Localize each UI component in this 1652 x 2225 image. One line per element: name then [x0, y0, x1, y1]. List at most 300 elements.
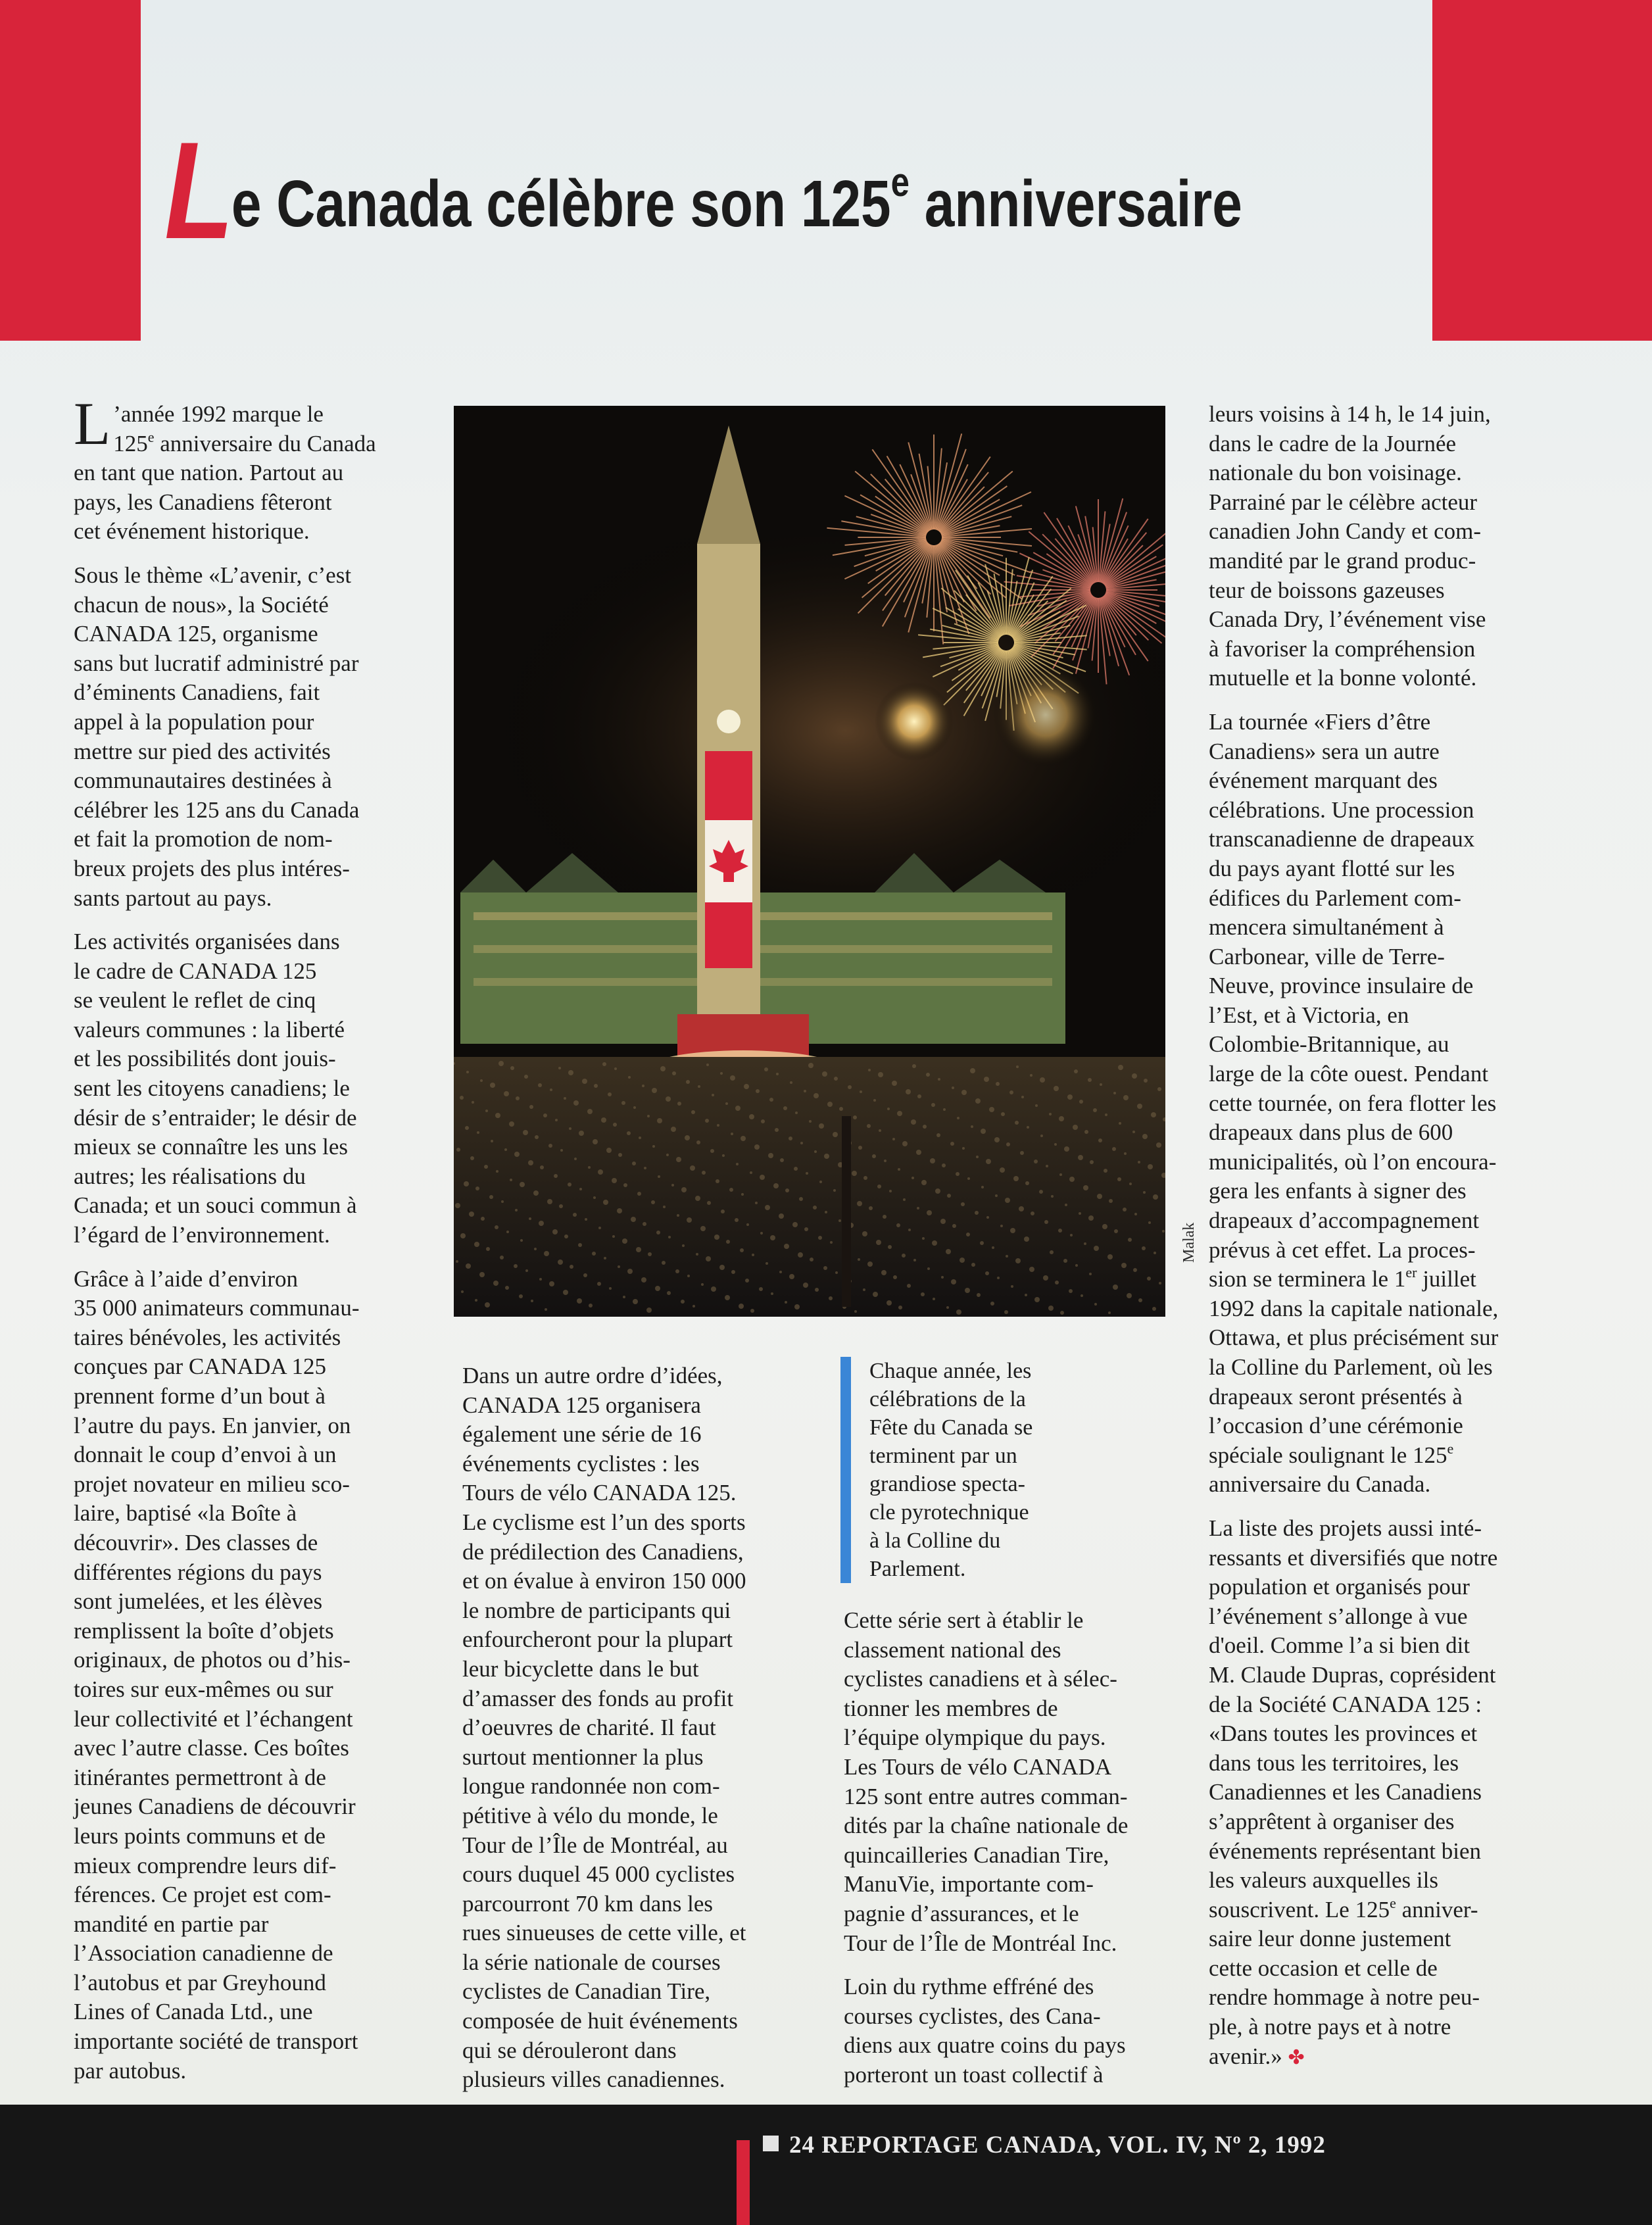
crowd-speck — [646, 1308, 652, 1313]
crowd-speck — [1132, 1073, 1137, 1079]
crowd-speck — [824, 1154, 829, 1159]
crowd-speck — [555, 1119, 558, 1121]
paragraph: Cette série sert à établir le classement national des cyclistes canadiens et à sélec- tionner les membres de l’équipe olympique du pays. Les Tours de vélo CANADA 125 sont entre autres comman- dités par la chaîne nationale de quincailleries Canadian Tire, ManuVie, importante com- pagnie d’assurances, et le Tour de l’Île de Montréal Inc. — [844, 1607, 1129, 1956]
crowd-speck — [644, 1167, 646, 1169]
crowd-speck — [863, 1176, 867, 1180]
footer-red-mark — [737, 2140, 750, 2225]
crowd-speck — [765, 1262, 768, 1265]
crowd-speck — [947, 1194, 951, 1198]
crowd-speck — [876, 1240, 881, 1245]
paragraph: L ’année 1992 marque le 125e anniversaire du Canada en tant que nation. Partout au pays, les Canadiens fêteront cet événement historique. — [74, 390, 376, 545]
crowd-speck — [1100, 1083, 1102, 1086]
crowd-speck — [735, 1106, 741, 1111]
crowd-speck — [799, 1197, 803, 1201]
crowd-speck — [460, 1096, 464, 1100]
crowd-speck — [475, 1299, 477, 1302]
crowd-speck — [1107, 1254, 1113, 1259]
crowd-speck — [495, 1113, 500, 1118]
crowd-speck — [989, 1107, 994, 1112]
crowd-speck — [981, 1129, 986, 1134]
crowd-speck — [912, 1064, 916, 1068]
crowd-speck — [773, 1183, 779, 1188]
crowd-speck — [1138, 1161, 1140, 1163]
crowd-speck — [1034, 1297, 1040, 1302]
crowd-speck — [725, 1295, 730, 1300]
crowd-speck — [950, 1142, 954, 1146]
crowd-speck — [803, 1283, 808, 1288]
crowd-speck — [466, 1263, 471, 1269]
crowd-speck — [552, 1229, 558, 1235]
crowd-speck — [574, 1158, 577, 1160]
crowd-speck — [921, 1292, 925, 1296]
crowd-speck — [598, 1169, 603, 1175]
crowd-speck — [719, 1265, 725, 1270]
paragraph: Dans un autre ordre d’idées, CANADA 125 organisera également une série de 16 événements cyclistes : les Tours de vélo CANADA 125. Le cyclisme est l’un des sports de prédilection des Canadiens, et on évalue à environ 150 000 le nombre de participants qui enfourcheront pour la plupart leur bicyclette dans le but d’amasser des fonds au profit d’oeuvres de charité. Il faut surtout mentionner la plus longue randonnée non com- pétitive à vélo du monde, le Tour de l’Île de Montréal, au cours duquel 45 000 cyclistes parcourront 70 km dans les rues sinueuses de cette ville, et la série nationale de courses cyclistes de Canadian Tire, composée de huit événements qui se dérouleront dans plusieurs villes canadiennes. — [462, 1363, 746, 2093]
crowd-speck — [633, 1106, 636, 1109]
paragraph: La tournée «Fiers d’être Canadiens» sera un autre événement marquant des célébrations. Une procession transcanadienne de drapeaux du pays ayant flotté sur les édifices du Parlement com- mencera simultanément à Carbonear, ville de Terre- Neuve, province insulaire de l’Est, et à Victoria, en Colombie-Britannique, au large de la côte ouest. Pendant cette tournée, on fera flotter les drapeaux dans plus de 600 municipalités, où l’on encoura- gera les enfants à signer des drapeaux d’accompagnement prévus à cet effet. La proces- sion se terminera le 1er juillet 1992 dans la capitale nationale, Ottawa, et plus précisément sur la Colline du Parlement, où les drapeaux seront présentés à l’occasion d’une cérémonie spéciale soulignant le 125e anniversaire du Canada. — [1209, 708, 1499, 1498]
crowd-speck — [755, 1202, 758, 1204]
crowd-speck — [675, 1269, 679, 1273]
crowd-speck — [696, 1140, 700, 1144]
crowd-speck — [613, 1123, 617, 1127]
crowd-speck — [668, 1236, 671, 1238]
crowd-speck — [739, 1304, 744, 1309]
crowd-speck — [501, 1200, 504, 1203]
crowd-speck — [970, 1068, 975, 1073]
square-bullet-icon — [763, 2136, 779, 2151]
crowd-speck — [1090, 1160, 1094, 1164]
crowd-speck — [906, 1089, 911, 1094]
crowd-speck — [707, 1201, 711, 1205]
crowd-speck — [1065, 1204, 1067, 1206]
crowd-speck — [676, 1157, 681, 1162]
crowd-speck — [717, 1124, 719, 1127]
crowd-speck — [1009, 1090, 1013, 1094]
crowd-speck — [1123, 1095, 1129, 1100]
crowd-speck — [852, 1171, 857, 1176]
crowd-speck — [614, 1067, 617, 1070]
crowd-speck — [1016, 1065, 1019, 1068]
crowd-speck — [966, 1233, 970, 1236]
crowd-speck — [588, 1166, 591, 1169]
crowd-speck — [961, 1202, 965, 1206]
title-initial: L — [164, 113, 234, 268]
crowd-speck — [994, 1137, 1000, 1142]
crowd-speck — [804, 1090, 806, 1092]
crowd-speck — [534, 1248, 537, 1250]
crowd-speck — [1079, 1212, 1081, 1215]
crowd-speck — [559, 1204, 563, 1208]
crowd-speck — [495, 1225, 498, 1229]
crowd-speck — [485, 1302, 490, 1308]
crowd-speck — [1029, 1267, 1034, 1272]
crowd-speck — [867, 1124, 871, 1128]
crowd-speck — [1147, 1277, 1151, 1281]
crowd-speck — [711, 1286, 716, 1292]
crowd-speck — [1063, 1259, 1067, 1263]
crowd-speck — [569, 1127, 571, 1130]
crowd-speck — [977, 1293, 981, 1297]
crowd-speck — [470, 1156, 474, 1160]
crowd-speck — [500, 1256, 504, 1259]
crowd-speck — [887, 1300, 892, 1306]
crowd-speck — [481, 1217, 485, 1221]
folio-text: 24 REPORTAGE CANADA, VOL. IV, Nº 2, 1992 — [789, 2132, 1326, 2159]
crowd-speck — [789, 1137, 792, 1140]
crowd-speck — [583, 1273, 587, 1277]
crowd-speck — [922, 1237, 925, 1240]
crowd-speck — [800, 1142, 803, 1144]
crowd-speck — [1069, 1289, 1073, 1293]
crowd-speck — [938, 1078, 940, 1081]
crowd-speck — [456, 1260, 458, 1263]
crowd-speck — [662, 1261, 666, 1265]
crowd-speck — [878, 1072, 883, 1077]
crowd-speck — [881, 1270, 887, 1275]
crowd-speck — [460, 1233, 466, 1238]
crowd-speck — [908, 1229, 911, 1231]
crowd-speck — [690, 1165, 695, 1171]
crowd-speck — [520, 1182, 525, 1187]
crowd-speck — [942, 1163, 946, 1167]
crowd-speck — [465, 1126, 469, 1130]
crowd-speck — [486, 1247, 490, 1251]
column-2 — [462, 1361, 817, 2109]
crowd-speck — [752, 1254, 754, 1256]
crowd-speck — [806, 1172, 808, 1175]
crowd-speck — [1114, 1229, 1118, 1233]
crowd-speck — [814, 1150, 817, 1153]
crowd-speck — [540, 1165, 544, 1169]
crowd-speck — [1059, 1173, 1062, 1176]
crowd-speck — [1048, 1306, 1054, 1311]
crowd-speck — [510, 1179, 512, 1181]
crowd-speck — [568, 1183, 571, 1186]
crowd-speck — [648, 1252, 652, 1256]
crowd-speck — [1108, 1311, 1111, 1314]
crowd-speck — [986, 1216, 989, 1219]
crowd-speck — [735, 1218, 739, 1222]
crowd-speck — [952, 1087, 954, 1089]
crowd-speck — [606, 1148, 612, 1153]
crowd-speck — [792, 1222, 798, 1227]
crowd-speck — [528, 1160, 533, 1165]
crowd-speck — [917, 1207, 919, 1210]
crowd-speck — [1027, 1126, 1029, 1129]
crowd-speck — [632, 1161, 636, 1165]
crowd-speck — [931, 1103, 935, 1107]
crowd-speck — [951, 1279, 956, 1284]
crowd-speck — [554, 1174, 558, 1178]
crowd-speck — [1113, 1284, 1118, 1290]
crowd-speck — [971, 1263, 975, 1267]
crowd-speck — [516, 1096, 520, 1100]
crowd-speck — [639, 1137, 641, 1139]
crowd-speck — [570, 1265, 573, 1269]
crowd-speck — [1044, 1220, 1048, 1224]
drop-cap: L — [74, 390, 111, 457]
crowd-speck — [814, 1093, 819, 1098]
crowd-speck — [818, 1236, 822, 1240]
crowd-speck — [681, 1187, 687, 1192]
crowd-speck — [577, 1298, 582, 1304]
fireworks-photo — [454, 406, 1165, 1317]
crowd-speck — [509, 1121, 514, 1127]
crowd-speck — [1121, 1263, 1127, 1268]
crowd-speck — [1070, 1234, 1073, 1236]
crowd-speck — [1153, 1194, 1158, 1200]
crowd-speck — [666, 1096, 671, 1102]
crowd-speck — [741, 1136, 746, 1141]
crowd-speck — [671, 1184, 674, 1186]
article-title — [164, 113, 1242, 270]
crowd-speck — [1006, 1142, 1010, 1146]
crowd-speck — [696, 1253, 698, 1256]
crowd-speck — [627, 1269, 633, 1274]
crowd-speck — [656, 1231, 660, 1235]
crowd-speck — [641, 1277, 646, 1283]
crowd-speck — [810, 1258, 814, 1261]
crowd-speck — [514, 1152, 520, 1157]
crowd-speck — [563, 1290, 568, 1295]
crowd-speck — [1159, 1282, 1161, 1284]
crowd-speck — [986, 1159, 991, 1164]
crowd-speck — [996, 1082, 1000, 1086]
crowd-speck — [1005, 1198, 1010, 1203]
crowd-speck — [740, 1248, 744, 1252]
crowd-speck — [485, 1110, 488, 1112]
crowd-speck — [1142, 1246, 1146, 1250]
crowd-speck — [1025, 1294, 1027, 1296]
crowd-speck — [623, 1183, 627, 1187]
crowd-speck — [750, 1309, 754, 1313]
crowd-speck — [579, 1131, 584, 1136]
crowd-speck — [655, 1286, 660, 1291]
crowd-speck — [1078, 1155, 1083, 1160]
crowd-speck — [1138, 1298, 1142, 1302]
crowd-speck — [838, 1219, 841, 1222]
red-corner-left — [0, 0, 141, 341]
crowd-speck — [671, 1127, 676, 1132]
crowd-speck — [716, 1179, 719, 1183]
crowd-speck — [519, 1294, 523, 1298]
crowd-speck — [506, 1231, 509, 1233]
crowd-speck — [1079, 1100, 1083, 1104]
crowd-speck — [587, 1109, 593, 1114]
crowd-speck — [981, 1186, 984, 1188]
crowd-speck — [455, 1203, 460, 1208]
crowd-speck — [612, 1178, 617, 1183]
crowd-speck — [491, 1140, 493, 1142]
crowd-speck — [898, 1306, 902, 1309]
crowd-speck — [706, 1064, 709, 1066]
crowd-speck — [946, 1249, 951, 1254]
crowd-speck — [744, 1084, 749, 1089]
crowd-speck — [1102, 1224, 1107, 1229]
crowd-speck — [1081, 1294, 1083, 1297]
crowd-speck — [660, 1066, 666, 1071]
crowd-speck — [1109, 1199, 1113, 1203]
crowd-speck — [827, 1102, 833, 1107]
crowd-speck — [529, 1217, 531, 1220]
crowd-speck — [618, 1153, 622, 1157]
crowd-speck — [760, 1175, 765, 1180]
crowd-speck — [1051, 1195, 1054, 1198]
crowd-speck — [869, 1206, 873, 1210]
crowd-speck — [858, 1258, 860, 1261]
crowd-speck — [917, 1094, 921, 1098]
crowd-speck — [579, 1188, 582, 1190]
crowd-speck — [529, 1105, 533, 1109]
crowd-speck — [472, 1101, 474, 1104]
crowd-speck — [992, 1246, 994, 1249]
crowd-speck — [923, 1125, 927, 1129]
crowd-speck — [765, 1205, 770, 1210]
photo-credit: Malak — [1180, 1222, 1198, 1263]
crowd-speck — [779, 1271, 782, 1273]
crowd-speck — [1151, 1112, 1156, 1117]
crowd-speck — [489, 1195, 493, 1199]
crowd-speck — [515, 1209, 518, 1211]
crowd-speck — [461, 1290, 464, 1293]
crowd-speck — [658, 1175, 660, 1178]
crowd-speck — [1148, 1164, 1153, 1169]
crowd-speck — [702, 1171, 706, 1175]
crowd-speck — [1088, 1215, 1094, 1221]
crowd-speck — [873, 1292, 878, 1297]
crowd-speck — [834, 1077, 838, 1081]
crowd-speck — [538, 1083, 542, 1087]
title-end: anniversaire — [909, 167, 1242, 241]
crowd-speck — [710, 1149, 714, 1153]
crowd-speck — [941, 1276, 944, 1279]
crowd-speck — [612, 1235, 615, 1238]
crowd-speck — [887, 1108, 890, 1110]
crowd-speck — [911, 1119, 916, 1125]
crowd-speck — [1162, 1230, 1165, 1233]
crowd-speck — [936, 1133, 940, 1137]
crowd-speck — [663, 1206, 666, 1208]
crowd-speck — [1031, 1211, 1034, 1215]
crowd-speck — [1144, 1079, 1148, 1083]
crowd-speck — [1113, 1092, 1116, 1094]
title-text: e Canada célèbre son 125 — [231, 167, 891, 241]
crowd-speck — [961, 1090, 967, 1095]
crowd-speck — [643, 1222, 646, 1226]
crowd-speck — [1118, 1065, 1123, 1070]
crowd-speck — [1067, 1094, 1073, 1100]
crowd-speck — [1054, 1143, 1057, 1146]
crowd-speck — [779, 1213, 784, 1219]
crowd-speck — [677, 1214, 679, 1217]
crowd-speck — [1034, 1160, 1038, 1163]
crowd-speck — [642, 1085, 644, 1087]
crowd-speck — [789, 1274, 794, 1279]
crowd-speck — [652, 1088, 657, 1093]
crowd-speck — [1137, 1104, 1142, 1109]
crowd-speck — [960, 1258, 965, 1263]
crowd-speck — [873, 1099, 876, 1102]
crowd-speck — [877, 1185, 881, 1188]
crowd-speck — [1127, 1293, 1132, 1298]
crowd-speck — [558, 1067, 561, 1069]
crowd-speck — [1060, 1311, 1064, 1315]
crowd-speck — [798, 1252, 803, 1258]
crowd-speck — [1134, 1213, 1137, 1215]
crowd-speck — [867, 1261, 873, 1267]
crowd-speck — [784, 1244, 789, 1249]
crowd-speck — [564, 1097, 566, 1100]
crowd-speck — [1013, 1176, 1019, 1181]
crowd-speck — [464, 1181, 469, 1186]
crowd-speck — [1035, 1104, 1038, 1107]
crowd-speck — [1152, 1307, 1156, 1311]
crowd-speck — [879, 1129, 881, 1132]
crowd-speck — [701, 1283, 704, 1286]
crowd-speck — [687, 1275, 690, 1277]
crowd-speck — [691, 1110, 695, 1114]
crowd-speck — [631, 1217, 636, 1222]
crowd-speck — [549, 1281, 554, 1286]
crowd-speck — [700, 1226, 706, 1231]
crowd-speck — [1020, 1151, 1024, 1155]
crowd-speck — [1084, 1242, 1086, 1245]
crowd-speck — [593, 1196, 596, 1199]
crowd-speck — [913, 1259, 916, 1261]
crowd-speck — [685, 1135, 690, 1140]
crowd-speck — [768, 1153, 773, 1158]
crowd-speck — [598, 1227, 601, 1229]
crowd-speck — [623, 1296, 625, 1298]
crowd-speck — [729, 1188, 733, 1192]
crowd-speck — [1074, 1069, 1078, 1073]
crowd-speck — [933, 1298, 935, 1300]
crowd-speck — [893, 1275, 897, 1279]
crowd-speck — [597, 1282, 601, 1286]
crowd-speck — [1039, 1190, 1043, 1194]
crowd-speck — [883, 1215, 887, 1219]
crowd-speck — [745, 1279, 749, 1283]
crowd-speck — [872, 1154, 876, 1158]
crowd-speck — [1148, 1221, 1151, 1224]
crowd-speck — [956, 1172, 960, 1176]
paragraph: Loin du rythme effréné des courses cyclistes, des Cana- diens aux quatre coins du pays porteront un toast collectif à — [844, 1974, 1126, 2088]
crowd-speck — [1015, 1121, 1019, 1125]
crowd-speck — [940, 1219, 946, 1224]
crowd-speck — [868, 1069, 871, 1071]
crowd-speck — [593, 1139, 598, 1144]
crowd-speck — [823, 1266, 827, 1270]
crowd-speck — [975, 1098, 981, 1104]
crowd-speck — [628, 1076, 631, 1079]
crowd-speck — [830, 1241, 833, 1244]
crowd-speck — [633, 1299, 638, 1304]
crowd-speck — [990, 1302, 994, 1306]
crowd-speck — [474, 1242, 479, 1247]
crowd-speck — [469, 1211, 474, 1217]
crowd-speck — [677, 1102, 681, 1106]
pull-quote: Chaque année, les célébrations de la Fête du Canada se terminent par un grandiose specta- cle pyrotechnique à la Colline du Parlement. — [840, 1357, 1211, 1583]
crowd-speck — [1011, 1285, 1013, 1288]
crowd-speck — [921, 1180, 927, 1185]
crowd-speck — [725, 1102, 728, 1105]
crowd-speck — [813, 1206, 817, 1210]
crowd-speck — [504, 1148, 507, 1151]
crowd-speck — [510, 1066, 514, 1070]
crowd-speck — [759, 1287, 763, 1291]
crowd-speck — [1112, 1147, 1116, 1151]
crowd-speck — [617, 1208, 622, 1213]
